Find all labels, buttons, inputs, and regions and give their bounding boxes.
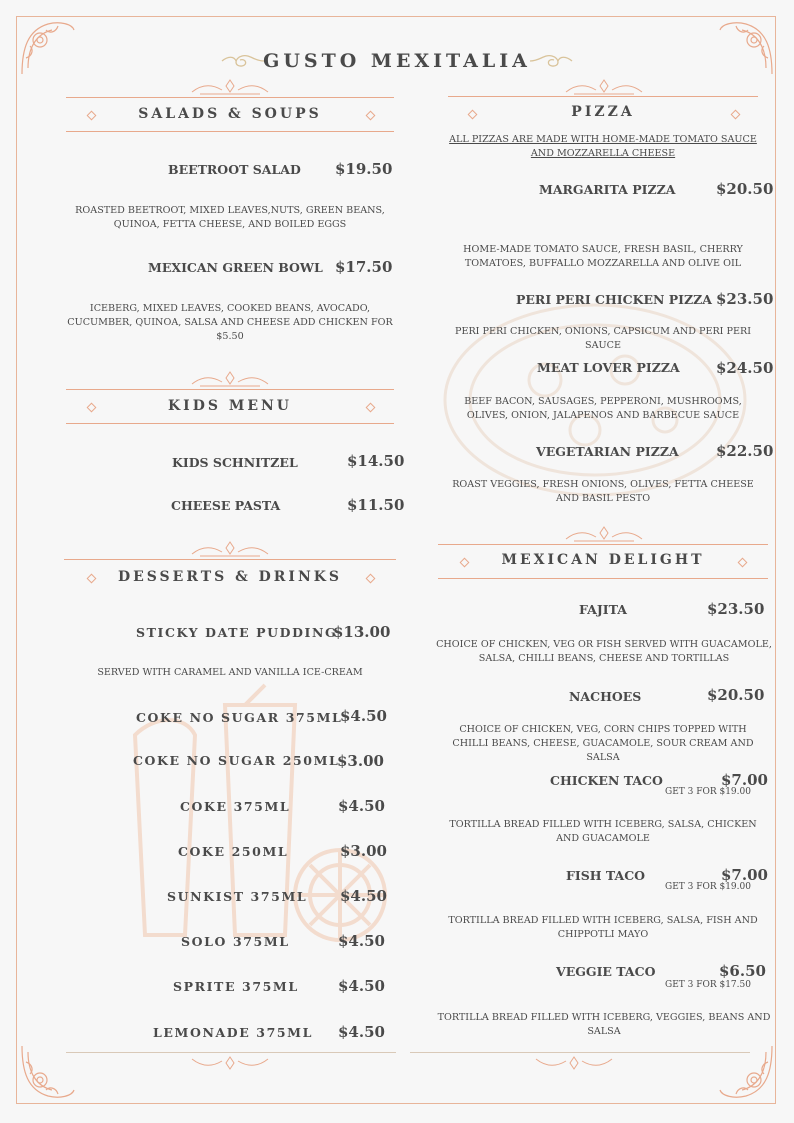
menu-item-name: KIDS SCHNITZEL bbox=[172, 455, 298, 470]
section-title-mexican: MEXICAN DELIGHT bbox=[501, 552, 705, 568]
section-title-desserts: DESSERTS & DRINKS bbox=[117, 569, 343, 585]
menu-item-description: TORTILLA BREAD FILLED WITH ICEBERG, SALSA, CHICKEN AND GUACAMOLE bbox=[449, 819, 757, 844]
menu-item-price: $14.50 bbox=[347, 452, 405, 470]
menu-item-name: MEAT LOVER PIZZA bbox=[537, 360, 680, 375]
menu-item-price: $4.50 bbox=[338, 977, 385, 995]
menu-item-description: PERI PERI CHICKEN, ONIONS, CAPSICUM AND PERI PERI SAUCE bbox=[454, 326, 751, 351]
menu-item-price: $4.50 bbox=[340, 887, 387, 905]
menu-item-price: $20.50 bbox=[716, 180, 774, 198]
corner-flourish-icon bbox=[716, 1042, 776, 1102]
section-rule bbox=[64, 559, 396, 560]
menu-item-deal: GET 3 FOR $19.00 bbox=[665, 882, 751, 892]
menu-item-description: CHOICE OF CHICKEN, VEG OR FISH SERVED WITH GUACAMOLE, SALSA, CHILLI BEANS, CHEESE AND TORTILLAS bbox=[436, 639, 772, 664]
menu-item-deal: GET 3 FOR $19.00 bbox=[665, 787, 751, 797]
menu-item-description: ROAST VEGGIES, FRESH ONIONS, OLIVES, FETTA CHEESE AND BASIL PESTO bbox=[452, 479, 754, 504]
section-rule bbox=[66, 389, 394, 390]
menu-item-price: $3.00 bbox=[337, 752, 384, 770]
restaurant-title: GUSTO MEXITALIA bbox=[263, 50, 531, 72]
menu-item-description: HOME-MADE TOMATO SAUCE, FRESH BASIL, CHERRY TOMATOES, BUFFALLO MOZZARELLA AND OLIVE OIL bbox=[463, 244, 743, 269]
menu-item-name: BEETROOT SALAD bbox=[168, 162, 301, 177]
corner-flourish-icon bbox=[18, 1042, 78, 1102]
menu-item-name: VEGETARIAN PIZZA bbox=[536, 444, 679, 459]
menu-item-description: SERVED WITH CARAMEL AND VANILLA ICE-CREAM bbox=[97, 667, 363, 678]
menu-item-name: COKE 250ML bbox=[178, 844, 289, 859]
menu-item-price: $23.50 bbox=[716, 290, 774, 308]
menu-item-deal: GET 3 FOR $17.50 bbox=[665, 980, 751, 990]
menu-item-name: PERI PERI CHICKEN PIZZA bbox=[516, 292, 712, 307]
section-rule bbox=[66, 131, 394, 132]
menu-item-name: VEGGIE TACO bbox=[556, 964, 656, 979]
menu-item-description: CHOICE OF CHICKEN, VEG, CORN CHIPS TOPPED WITH CHILLI BEANS, CHEESE, GUACAMOLE, SOUR CREAM AND SALSA bbox=[452, 724, 754, 763]
menu-item-name: LEMONADE 375ML bbox=[153, 1025, 314, 1040]
section-title-pizza: PIZZA bbox=[571, 104, 635, 120]
section-ornament-icon bbox=[534, 1055, 614, 1071]
section-rule bbox=[66, 97, 394, 98]
title-flourish-right-icon bbox=[528, 52, 574, 70]
menu-item-name: COKE 375ML bbox=[180, 799, 291, 814]
menu-item-price: $4.50 bbox=[338, 932, 385, 950]
section-rule bbox=[438, 544, 768, 545]
menu-item-name: COKE NO SUGAR 375ML bbox=[136, 710, 343, 725]
footer-rule bbox=[410, 1052, 750, 1053]
section-ornament-icon bbox=[190, 1055, 270, 1071]
menu-item-price: $7.00 bbox=[721, 771, 768, 789]
menu-item-name: FISH TACO bbox=[566, 868, 646, 883]
menu-item-price: $4.50 bbox=[340, 707, 387, 725]
menu-item-name: COKE NO SUGAR 250ML bbox=[133, 753, 340, 768]
section-title-salads: SALADS & SOUPS bbox=[138, 106, 322, 122]
menu-item-price: $17.50 bbox=[335, 258, 393, 276]
menu-item-price: $23.50 bbox=[707, 600, 765, 618]
menu-item-description: ICEBERG, MIXED LEAVES, COOKED BEANS, AVOCADO, CUCUMBER, QUINOA, SALSA AND CHEESE ADD CHICKEN FOR $5.50 bbox=[67, 303, 393, 342]
menu-item-description: ROASTED BEETROOT, MIXED LEAVES,NUTS, GREEN BEANS, QUINOA, FETTA CHEESE, AND BOILED EGGS bbox=[75, 205, 385, 230]
menu-item-name: STICKY DATE PUDDING bbox=[136, 625, 338, 640]
pizza-note: ALL PIZZAS ARE MADE WITH HOME-MADE TOMATO SAUCE AND MOZZARELLA CHEESE bbox=[449, 134, 757, 159]
menu-item-name: CHICKEN TACO bbox=[550, 773, 663, 788]
section-ornament-icon bbox=[190, 78, 270, 96]
menu-item-price: $4.50 bbox=[338, 797, 385, 815]
section-ornament-icon bbox=[564, 78, 644, 96]
section-ornament-icon bbox=[190, 370, 270, 388]
menu-item-description: TORTILLA BREAD FILLED WITH ICEBERG, SALSA, FISH AND CHIPPOTLI MAYO bbox=[448, 915, 758, 940]
menu-item-description: BEEF BACON, SAUSAGES, PEPPERONI, MUSHROOMS, OLIVES, ONION, JALAPENOS AND BARBECUE SAUCE bbox=[464, 396, 742, 421]
menu-item-price: $22.50 bbox=[716, 442, 774, 460]
section-rule bbox=[448, 96, 758, 97]
menu-item-name: SOLO 375ML bbox=[181, 934, 290, 949]
menu-item-name: NACHOES bbox=[569, 689, 642, 704]
menu-item-name: MEXICAN GREEN BOWL bbox=[148, 260, 323, 275]
menu-item-price: $4.50 bbox=[338, 1023, 385, 1041]
menu-item-price: $6.50 bbox=[719, 962, 766, 980]
section-rule bbox=[438, 578, 768, 579]
menu-item-price: $24.50 bbox=[716, 359, 774, 377]
section-title-kids: KIDS MENU bbox=[167, 398, 292, 414]
menu-item-name: MARGARITA PIZZA bbox=[539, 182, 676, 197]
section-ornament-icon bbox=[564, 525, 644, 543]
menu-item-price: $19.50 bbox=[335, 160, 393, 178]
section-rule bbox=[66, 423, 394, 424]
menu-item-name: FAJITA bbox=[579, 602, 627, 617]
drinks-illustration-icon bbox=[115, 695, 395, 955]
menu-item-name: CHEESE PASTA bbox=[171, 498, 281, 513]
menu-item-name: SUNKIST 375ML bbox=[167, 889, 308, 904]
section-ornament-icon bbox=[190, 540, 270, 558]
menu-item-price: $3.00 bbox=[340, 842, 387, 860]
menu-item-price: $7.00 bbox=[721, 866, 768, 884]
menu-item-name: SPRITE 375ML bbox=[173, 979, 299, 994]
footer-rule bbox=[66, 1052, 396, 1053]
menu-item-price: $11.50 bbox=[347, 496, 405, 514]
menu-item-price: $13.00 bbox=[333, 623, 391, 641]
menu-item-price: $20.50 bbox=[707, 686, 765, 704]
menu-item-description: TORTILLA BREAD FILLED WITH ICEBERG, VEGGIES, BEANS AND SALSA bbox=[437, 1012, 771, 1037]
